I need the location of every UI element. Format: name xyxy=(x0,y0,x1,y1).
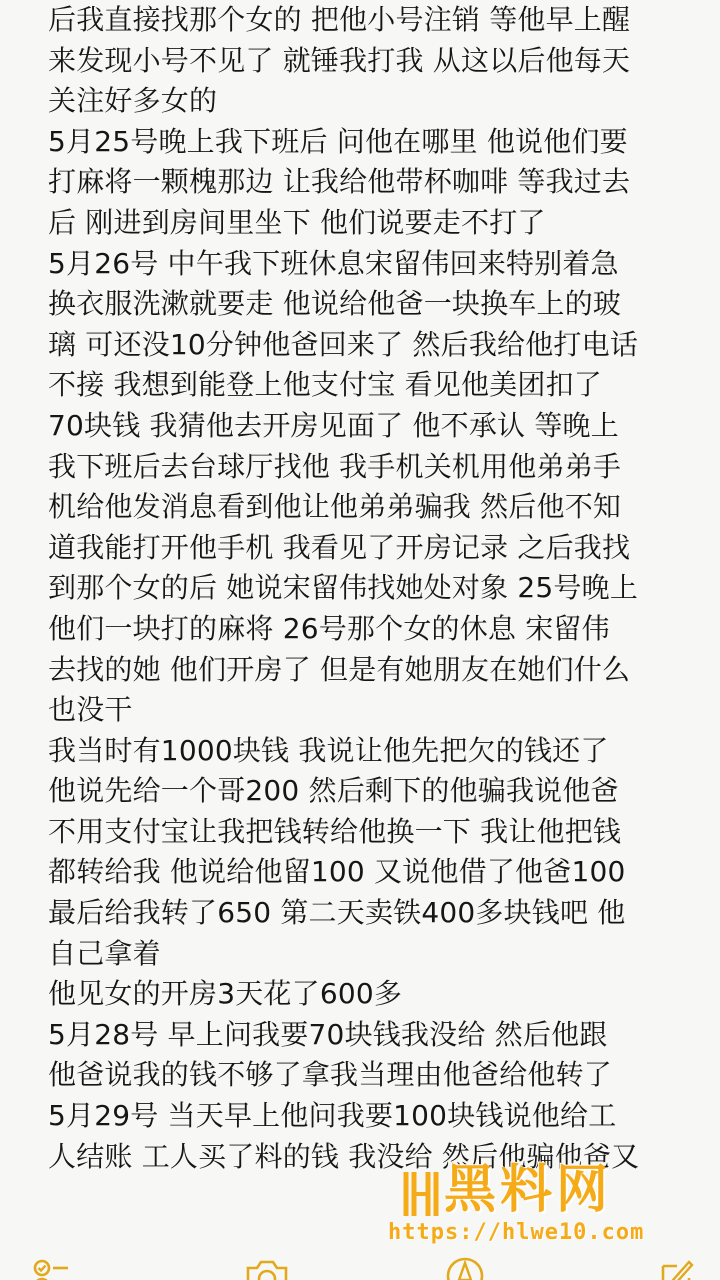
note-line: 后 刚进到房间里坐下 他们说要走不打了 xyxy=(48,205,546,239)
note-line: 机给他发消息看到他让他弟弟骗我 然后他不知 xyxy=(48,490,622,524)
checklist-icon[interactable] xyxy=(30,1254,70,1280)
note-line: 不用支付宝让我把钱转给他换一下 我让他把钱 xyxy=(48,814,622,848)
site-watermark xyxy=(388,1160,690,1260)
note-line: 我下班后去台球厅找他 我手机关机用他弟弟手 xyxy=(48,449,622,483)
camera-icon[interactable] xyxy=(242,1254,292,1280)
note-line: 后我直接找那个女的 把他小号注销 等他早上醒 xyxy=(48,3,631,36)
note-line: 璃 可还没10分钟他爸回来了 然后我给他打电话 xyxy=(48,327,639,361)
note-line: 我当时有1000块钱 我说让他先把欠的钱还了 xyxy=(48,733,609,767)
note-line: 他们一块打的麻将 26号那个女的休息 宋留伟 xyxy=(48,611,610,645)
note-line: 道我能打开他手机 我看见了开房记录 之后我找 xyxy=(48,530,631,564)
note-line: 来发现小号不见了 就锤我打我 从这以后他每天 xyxy=(48,43,631,77)
note-line: 最后给我转了650 第二天卖铁400多块钱吧 他 xyxy=(48,896,626,930)
note-line: 换衣服洗漱就要走 他说给他爸一块换车上的玻 xyxy=(48,287,622,321)
note-line: 5月26号 中午我下班休息宋留伟回来特别着急 xyxy=(48,246,619,280)
note-line: 70块钱 我猜他去开房见面了 他不承认 等晚上 xyxy=(48,408,619,442)
watermark-brand: 黑料网 xyxy=(444,1160,613,1220)
note-line: 5月28号 早上问我要70块钱我没给 然后他跟 xyxy=(48,1017,608,1051)
watermark-logo-icon xyxy=(400,1166,442,1222)
note-line: 不接 我想到能登上他支付宝 看见他美团扣了 xyxy=(48,368,603,402)
note-line: 去找的她 他们开房了 但是有她朋友在她们什么 xyxy=(48,652,631,686)
note-line: 他见女的开房3天花了600多 xyxy=(48,977,403,1011)
note-line: 都转给我 他说给他留100 又说他借了他爸100 xyxy=(48,855,626,889)
note-line: 自己拿着 xyxy=(48,936,161,970)
note-line: 他说先给一个哥200 然后剩下的他骗我说他爸 xyxy=(48,774,619,808)
note-line: 人结账 工人买了料的钱 我没给 然后他骗他爸又 xyxy=(48,1139,640,1173)
note-body[interactable] xyxy=(48,0,708,1245)
note-line: 到那个女的后 她说宋留伟找她处对象 25号晚上 xyxy=(48,571,639,605)
note-line: 他爸说我的钱不够了拿我当理由他爸给他转了 xyxy=(48,1058,613,1092)
note-line: 也没干 xyxy=(48,693,133,727)
note-line: 5月29号 当天早上他问我要100块钱说他给工 xyxy=(48,1099,617,1133)
watermark-url: https://hlwe10.com xyxy=(388,1220,645,1245)
note-line: 关注好多女的 xyxy=(48,84,218,118)
note-line: 打麻将一颗槐那边 让我给他带杯咖啡 等我过去 xyxy=(48,165,631,199)
note-line: 5月25号晚上我下班后 问他在哪里 他说他们要 xyxy=(48,124,628,158)
